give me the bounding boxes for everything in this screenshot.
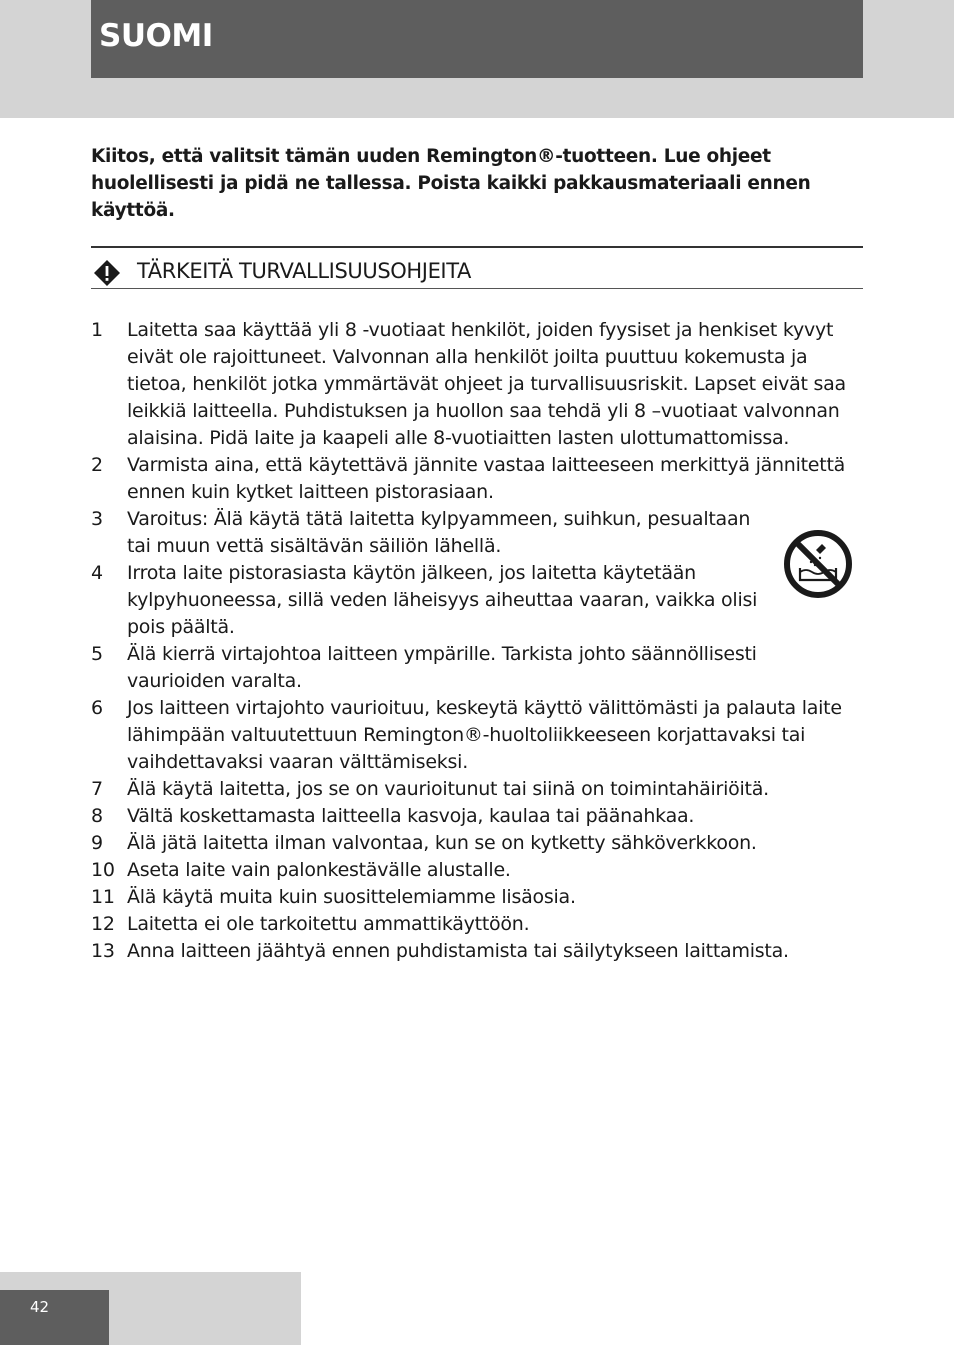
list-item	[91, 776, 871, 803]
item-number: 4	[91, 562, 103, 584]
item-number: 12	[91, 913, 115, 935]
list-item	[91, 452, 871, 506]
item-number: 13	[91, 940, 115, 962]
item-number: 1	[91, 319, 103, 341]
list-item	[91, 830, 871, 857]
item-text: Vältä koskettamasta laitteella kasvoja, kaulaa tai päänahkaa.	[127, 805, 695, 827]
item-text: Aseta laite vain palonkestävälle alustalle.	[127, 859, 511, 881]
item-number: 3	[91, 508, 103, 530]
item-number: 8	[91, 805, 103, 827]
item-text: Älä jätä laitetta ilman valvontaa, kun se on kytketty sähköverkkoon.	[127, 832, 757, 854]
item-text: Anna laitteen jäähtyä ennen puhdistamista tai säilytykseen laittamista.	[127, 940, 789, 962]
section-title: TÄRKEITÄ TURVALLISUUSOHJEITA	[137, 259, 471, 283]
list-item	[91, 317, 871, 452]
item-text: Laitetta ei ole tarkoitettu ammattikäyttöön.	[127, 913, 530, 935]
item-text: Älä kierrä virtajohtoa laitteen ympärille. Tarkista johto säännöllisesti vaurioiden varalta.	[127, 643, 757, 692]
item-number: 7	[91, 778, 103, 800]
list-item	[91, 938, 871, 965]
item-number: 11	[91, 886, 115, 908]
item-text: Varmista aina, että käytettävä jännite vastaa laitteeseen merkittyä jännitettä ennen kuin kytket laitteen pistorasiaan.	[127, 454, 846, 503]
item-text: Varoitus: Älä käytä tätä laitetta kylpyammeen, suihkun, pesualtaan tai muun vettä sisältävän säiliön lähellä.	[127, 508, 751, 557]
intro-text: Kiitos, että valitsit tämän uuden Remington®-tuotteen. Lue ohjeet huolellisesti ja pidä ne tallessa. Poista kaikki pakkausmateriaali ennen käyttöä.	[91, 146, 811, 221]
list-item	[91, 506, 871, 560]
item-text: Älä käytä laitetta, jos se on vaurioitunut tai siinä on toimintahäiriöitä.	[127, 778, 769, 800]
list-item	[91, 695, 871, 776]
safety-list	[91, 317, 871, 965]
list-item	[91, 803, 871, 830]
list-item	[91, 560, 871, 641]
page-number: 42	[0, 1290, 109, 1345]
item-text: Laitetta saa käyttää yli 8 -vuotiaat henkilöt, joiden fyysiset ja henkiset kyvyt eivät ole rajoittuneet. Valvonnan alla henkilöt joilta puuttuu kokemusta ja tietoa, henkilöt jotka ymmärtävät ohjeet ja turvallisuusriskit. Lapset eivät saa leikkiä laitteella. Puhdistuksen ja huollon saa tehdä yli 8 –vuotiaat valvonnan alaisina. Pidä laite ja kaapeli alle 8-vuotiaitten lasten ulottumattomissa.	[127, 319, 846, 449]
no-water-icon	[782, 528, 854, 600]
item-number: 10	[91, 859, 115, 881]
list-item	[91, 884, 871, 911]
language-title: SUOMI	[91, 0, 863, 78]
item-number: 5	[91, 643, 103, 665]
list-item	[91, 857, 871, 884]
item-number: 6	[91, 697, 103, 719]
item-number: 9	[91, 832, 103, 854]
item-text: Irrota laite pistorasiasta käytön jälkeen, jos laitetta käytetään kylpyhuoneessa, sillä veden läheisyys aiheuttaa vaaran, vaikka olisi pois päältä.	[127, 562, 758, 638]
warning-icon	[93, 259, 121, 287]
item-text: Jos laitteen virtajohto vaurioituu, keskeytä käyttö välittömästi ja palauta laite lähimpään valtuutettuun Remington®-huoltoliikkeeseen korjattavaksi tai vaihdettavaksi vaaran välttämiseksi.	[127, 697, 842, 773]
item-text: Älä käytä muita kuin suosittelemiamme lisäosia.	[127, 886, 576, 908]
list-item	[91, 641, 871, 695]
section-header	[91, 246, 863, 289]
list-item	[91, 911, 871, 938]
item-number: 2	[91, 454, 103, 476]
